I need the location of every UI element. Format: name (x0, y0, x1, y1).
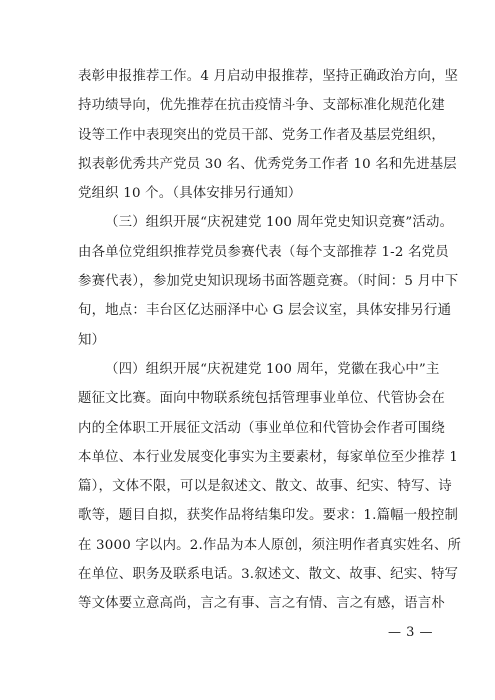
text-line: 本单位、本行业发展变化事实为主要素材，每家单位至少推荐 1 (78, 449, 459, 465)
section-heading-3: （三）组织开展“庆祝建党 100 周年党史知识竞赛”活动。 (105, 215, 454, 231)
text-line: 参赛代表），参加党史知识现场书面答题竞赛。（时间：5 月中下 (78, 274, 459, 290)
text-line: 表彰申报推荐工作。4 月启动申报推荐，坚持正确政治方向，坚 (78, 69, 459, 84)
text-line: 由各单位党组织推荐党员参赛代表（每个支部推荐 1-2 名党员 (78, 244, 449, 260)
text-line: 旬，地点：丰台区亿达丽泽中心 G 层会议室，具体安排另行通 (78, 303, 452, 319)
text-line: 拟表彰优秀共产党员 30 名、优秀党务工作者 10 名和先进基层 (78, 156, 457, 172)
page-number: — 3 — (387, 625, 433, 640)
text-line: 知） (78, 332, 106, 348)
text-line: 歌等，题目自拟，获奖作品将结集印发。要求：1.篇幅一般控制 (78, 508, 459, 524)
text-line: 持功绩导向，优先推荐在抗击疫情斗争、支部标准化规范化建 (78, 98, 445, 114)
text-line: 设等工作中表现突出的党员干部、党务工作者及基层党组织， (78, 127, 445, 143)
text-line: 在单位、职务及联系电话。3.叙述文、散文、故事、纪实、特写 (78, 567, 459, 583)
text-line: 篇），文体不限，可以是叙述文、散文、故事、纪实、特写、诗 (78, 479, 452, 495)
section-heading-4: （四）组织开展“庆祝建党 100 周年，党徽在我心中”主 (105, 361, 440, 377)
text-line: 题征文比赛。面向中物联系统包括管理事业单位、代管协会在 (78, 391, 445, 407)
body-text (78, 62, 462, 619)
text-line: 内的全体职工开展征文活动（事业单位和代管协会作者可围绕 (78, 420, 445, 436)
text-line: 在 3000 字以内。2.作品为本人原创，须注明作者真实姓名、所 (78, 537, 462, 553)
text-line: 等文体要立意高尚，言之有事、言之有情、言之有感，语言朴 (78, 596, 445, 612)
text-line: 党组织 10 个。（具体安排另行通知） (78, 186, 302, 202)
